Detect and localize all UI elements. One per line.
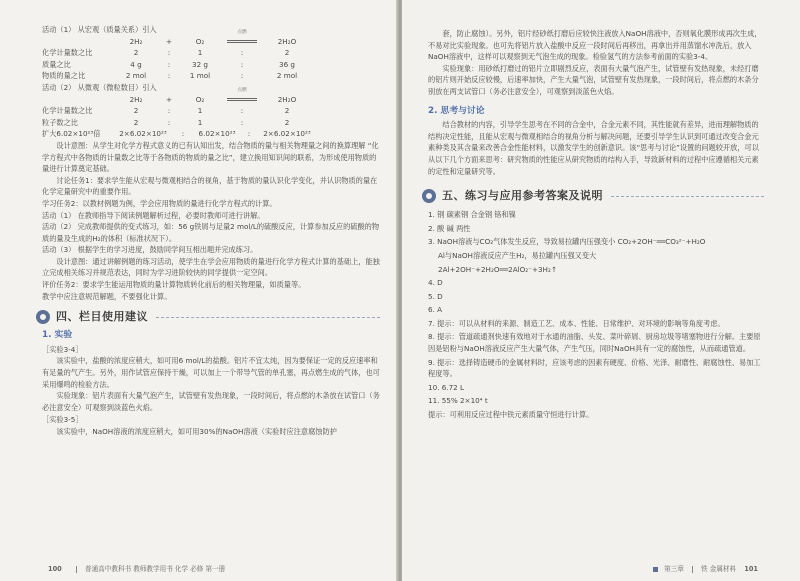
section-bullet-icon — [422, 189, 436, 203]
experiment-3-4-phenomenon: 实验现象：铝片表面有大量气泡产生，试管壁有发热现象，一段时间后，将点燃的木条放在试管口（务必注意安全）可观察到淡蓝色火焰。 — [42, 391, 380, 412]
list-item: 提示：可利用反应过程中铁元素质量守恒进行计算。 — [428, 410, 594, 420]
subsection-think-discuss: 2. 思考与讨论 — [428, 105, 485, 116]
table-row: 质量之比 4 g : 32 g : 36 g — [42, 59, 295, 69]
activity-2: 活动（2） 完成教师提供的变式练习，如：56 g铁屑与足量2 mol/L的硫酸反应，计算参加反应的硫酸的物质的量及生成的H₂的体积（标准状况下）。 — [42, 222, 380, 243]
list-item: 10. 6.72 L — [428, 382, 465, 392]
section-5-heading: 五、练习与应用参考答案及说明 — [422, 189, 764, 203]
experiment-3-5-text: 该实验中，NaOH溶液的浓度应稍大，如可用30%的NaOH溶液（实验时应注意腐蚀防护 — [56, 427, 337, 436]
activity1-title: 活动（1） 从宏观（质量关系）引入 — [42, 25, 157, 34]
chapter-marker-icon — [653, 567, 658, 572]
experiment-3-4-text: 该实验中，盐酸的浓度应稍大，如可用6 mol/L的盐酸。铝片不宜太纯，因为要保证一定的反应速率和有足量的气产生。另外，用作试管应保持干燥，可以加上一个带导气管的单孔塞，再点燃生成的气体，也可采用爆鸣的检验方法。 — [42, 356, 380, 389]
page-number: 101 — [744, 565, 758, 573]
table-row: 扩大6.02×10²³倍 2×6.02×10²³ : 6.02×10²³ : 2×6.02×10²³ — [42, 129, 311, 139]
list-item: 2Al+2OH⁻+2H₂O══2AlO₂⁻+3H₂↑ — [438, 264, 557, 274]
list-item: 3. NaOH溶液与CO₂气体发生反应，导致易拉罐内压强变小 CO₂+2OH⁻══CO₃²⁻+H₂O — [428, 237, 706, 247]
think-discuss-text: 结合教材的内容，引导学生思考在不同的合金中，合金元素不同，其性能就有差异，进而理解物质的结构决定性能，且能从宏观与微观相结合的视角分析与解决问题，还要引导学生认识到可通过改变合金元素种类及其含量来改善合金性能材料，以激发学生的创新意识。该“思考与讨论”设置的问题较开放，可以从以下几个方面来思考：研究物质的性能应从研究物质的结构入手，导致新材料的过程中应遵循相关元素的定性和定量研究等。 — [428, 120, 759, 176]
chapter-label: 第三章 — [664, 565, 684, 573]
continued-paragraph: 套，防止腐蚀）。另外，铝片经砂纸打磨后应较快注液放入NaOH溶液中，否则氧化膜形成再次生成，不易对比实验现象。也可先将铝片放入盐酸中反应一段时间后再移出，再拿出并用蒸馏水冲洗后，放入NaOH溶液中，这样可以观察到无气泡生成的现象。检验氢气的方法参考前面的实验3-4。 — [428, 29, 762, 62]
chapter-title: 铁 金属材料 — [701, 565, 737, 573]
design-intent-2: 设计意图：通过讲解例题的练习活动，使学生在学会应用物质的量进行化学方程式计算的基础上，能独立完成相关练习并规范表达，同时为学习进阶较快的同学提供一定空间。 — [42, 256, 380, 278]
table-row: 物质的量之比 2 mol : 1 mol : 2 mol — [42, 71, 298, 81]
list-item: 11. 55% 2×10⁴ t — [428, 396, 488, 406]
discussion-task-1: 讨论任务1：要求学生能从宏观与微观相结合的视角，基于物质的量认识化学变化，并认识物质的量在化学定量研究中的重要作用。 — [42, 175, 378, 197]
learning-task-2: 学习任务2：以教材例题为例，学会应用物质的量进行化学方程式的计算。 — [42, 198, 277, 208]
equation-2: 2H₂ + O₂ 点燃 2H₂O — [129, 87, 297, 104]
table-2 — [42, 105, 380, 140]
list-item: Al与NaOH溶液反应产生H₂，易拉罐内压强又变大 — [438, 250, 597, 260]
left-page — [0, 0, 398, 581]
list-item: 4. D — [428, 278, 443, 288]
evaluation-task-2: 评价任务2：要求学生能运用物质的量计算物质转化前后的相关物理量，如质量等。 — [42, 280, 306, 290]
book-title: 普通高中教科书 教师教学用书 化学 必修 第一册 — [84, 565, 226, 573]
reaction-arrow: 点燃 — [222, 94, 262, 106]
experiment-3-4-label: ［实验3-4］ — [42, 344, 83, 354]
right-footer — [653, 563, 764, 573]
teaching-note: 教学中应注意规范解题，不要强化计算。 — [42, 291, 172, 301]
design-intent-1: 设计意图：从学生对化学方程式意义的已有认知出发，结合物质的量与相关物理量之间的换算理解 “化学方程式中各物质的计量数之比等于各物质的物质的量之比”，建立换用知识间的联系，为形成使用物质的量进行计算奠定基础。 — [42, 140, 379, 174]
section-bullet-icon — [36, 310, 50, 324]
table-row: 化学计量数之比 2 : 1 : 2 — [42, 48, 290, 58]
list-item: 6. A — [428, 305, 443, 315]
list-item: 5. D — [428, 291, 443, 301]
table-row: 化学计量数之比 2 : 1 : 2 — [42, 106, 290, 116]
list-item: 9. 提示：选择铸造硬币的金属材料时，应该考虑的因素有硬度、价格、光泽、耐磨性、耐腐蚀性、易加工程度等。 — [428, 357, 761, 379]
page-number: 100 — [48, 565, 62, 573]
list-item: 7. 提示：可以从材料的来源、制造工艺、成本、性能、日常维护、对环境的影响等角度考虑。 — [428, 318, 725, 328]
table-row: 粒子数之比 2 : 1 : 2 — [42, 117, 290, 127]
list-item: 1. 钢 碳素钢 合金钢 铬和镍 — [428, 210, 516, 220]
reaction-arrow: 点燃 — [222, 36, 262, 48]
list-item: 8. 提示：管道疏通剂快速有效地对于水通的油脂、头发、菜叶碎屑、厨房垃圾等堵塞物进行分解。主要原因是铝粉与NaOH溶液反应产生大量气体，产生气压，同时NaOH具有一定的腐蚀性，从而疏通管道。 — [428, 332, 761, 354]
subsection-experiment: 1. 实验 — [42, 330, 73, 341]
left-page-content — [42, 24, 380, 438]
answer-list — [428, 209, 764, 421]
experiment-3-5-label: ［实验3-5］ — [42, 415, 83, 425]
experiment-phenomenon: 实验现象：用砂纸打磨过的铝片立即剧烈反应，表面有大量气泡产生，试管壁有发热现象，未经打磨的铝片则开始反应较慢，后速率加快，产生大量气泡，试管壁有发热现象，一段时间后，将点燃的木条分别放在两支试管口（务必注意安全），可观察到淡蓝色火焰。 — [428, 63, 759, 96]
activity2-title: 活动（2） 从微观（微粒数目）引入 — [42, 82, 157, 92]
left-footer — [42, 563, 225, 573]
list-item: 2. 酸 碱 两性 — [428, 223, 471, 233]
right-page-content — [428, 28, 764, 423]
table-1 — [42, 47, 380, 82]
right-page — [402, 0, 800, 581]
equation-1: 2H₂ + O₂ 点燃 2H₂O — [129, 29, 297, 46]
activity-3: 活动（3） 根据学生的学习进度，鼓励同学间互相出题并完成练习。 — [42, 245, 258, 255]
section-4-heading: 四、栏目使用建议 — [36, 310, 380, 324]
activity-1: 活动（1） 在教师指导下阅读例题解析过程，必要时教师可进行讲解。 — [42, 210, 265, 220]
